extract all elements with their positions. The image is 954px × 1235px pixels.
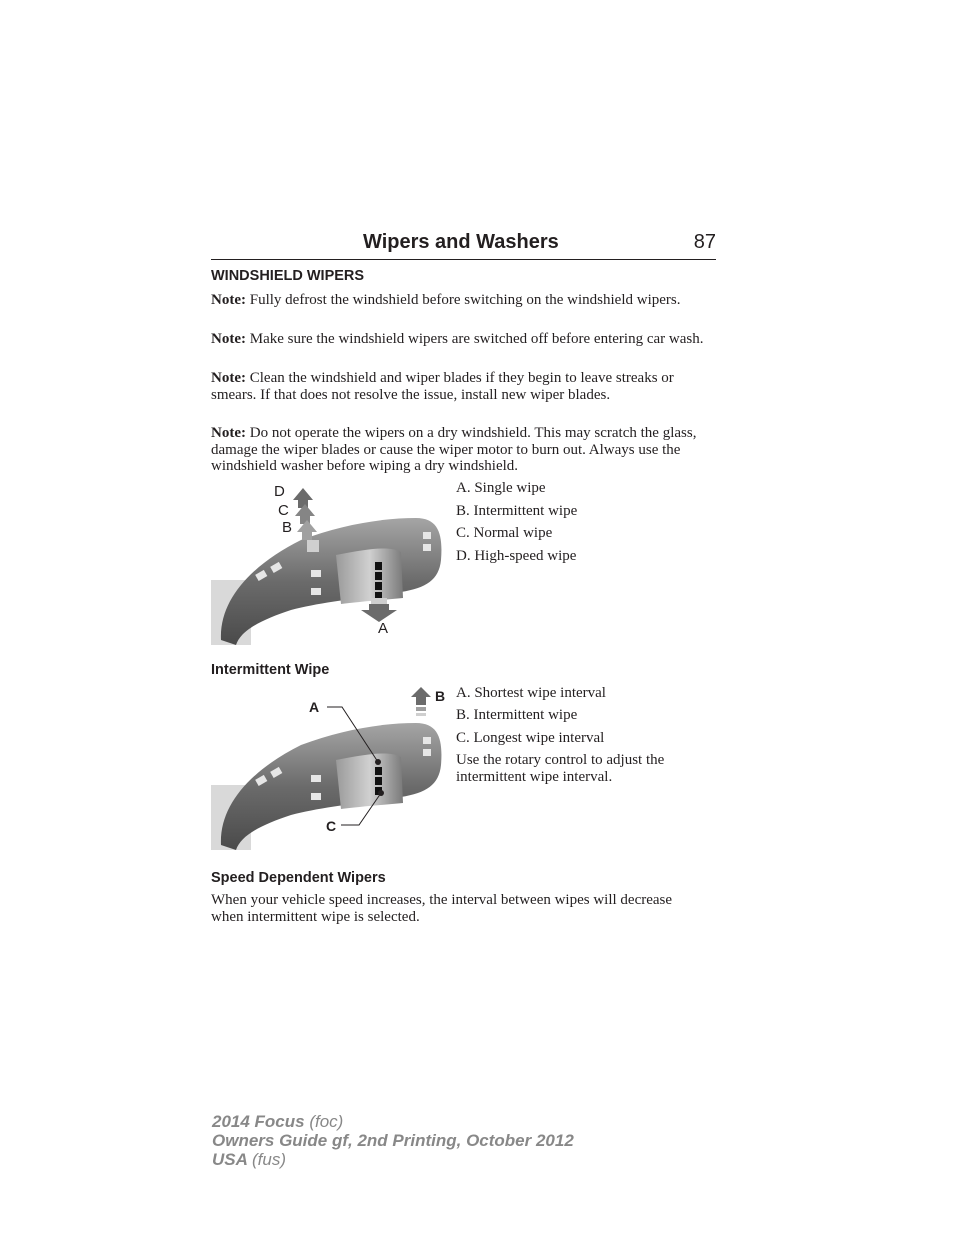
footer-model-code: (foc)	[309, 1112, 344, 1131]
legend-item: B. Intermittent wipe	[456, 503, 578, 519]
note-1	[211, 292, 721, 309]
note-4	[211, 425, 721, 475]
callout-a: A	[309, 699, 320, 715]
chapter-title: Wipers and Washers	[363, 231, 559, 253]
arrow-up-b-icon	[411, 687, 431, 705]
footer-line-1	[212, 1112, 574, 1131]
interval-mark	[375, 562, 382, 570]
arrow-tail	[416, 713, 426, 716]
note-3	[211, 370, 721, 403]
footer-region: USA	[212, 1150, 248, 1169]
intermittent-wipe-figure	[211, 685, 451, 850]
legend-item: A. Single wipe	[456, 480, 546, 496]
interval-mark	[375, 582, 382, 590]
arrow-tail	[371, 598, 387, 604]
stalk-body	[221, 518, 442, 645]
footer-line-2: Owners Guide gf, 2nd Printing, October 2012	[212, 1131, 574, 1150]
note-text: Do not operate the wipers on a dry windshield. This may scratch the glass, damage the wiper blades or cause the wiper motor to burn out. Always use the windshield washer before wiping a dry windshield.	[211, 425, 697, 474]
callout-b: B	[435, 688, 446, 704]
note-label: Note:	[211, 425, 246, 441]
note-2	[211, 331, 721, 348]
arrow-tail	[307, 540, 319, 552]
page-number: 87	[693, 231, 716, 253]
interval-mark	[375, 767, 382, 775]
speed-dependent-heading: Speed Dependent Wipers	[211, 870, 386, 886]
figure1-legend	[456, 480, 716, 570]
callout-c: C	[278, 502, 289, 519]
note-text: Clean the windshield and wiper blades if they begin to leave streaks or smears. If that does not resolve the issue, install new wiper blades.	[211, 370, 674, 403]
callout-b: B	[282, 519, 293, 536]
rotary-knob	[336, 753, 403, 809]
note-text: Fully defrost the windshield before switching on the windshield wipers.	[249, 292, 681, 308]
speed-dependent-text: When your vehicle speed increases, the interval between wipes will decrease when intermittent wipe is selected.	[211, 892, 673, 925]
note-label: Note:	[211, 370, 246, 386]
interval-mark	[375, 592, 382, 598]
page-header	[211, 229, 716, 260]
callout-c: C	[326, 818, 337, 834]
callout-a: A	[378, 620, 389, 637]
wiper-stalk-figure	[211, 480, 446, 645]
leader-dot-c	[378, 790, 384, 796]
leader-dot-a	[375, 759, 381, 765]
legend-item: C. Normal wipe	[456, 525, 553, 541]
arrow-up-d-icon	[293, 488, 313, 508]
interval-mark	[375, 777, 382, 785]
note-text: Make sure the windshield wipers are switched off before entering car wash.	[249, 331, 704, 347]
callout-d: D	[274, 483, 285, 500]
footer-region-code: (fus)	[252, 1150, 286, 1169]
legend-item: C. Longest wipe interval	[456, 730, 605, 746]
rotary-knob	[336, 548, 403, 604]
intermittent-heading: Intermittent Wipe	[211, 662, 330, 678]
note-label: Note:	[211, 331, 246, 347]
legend-item: A. Shortest wipe interval	[456, 685, 606, 701]
page-footer	[212, 1112, 574, 1169]
legend-item: B. Intermittent wipe	[456, 707, 578, 723]
arrow-tail	[416, 707, 426, 711]
intermittent-description: Use the rotary control to adjust the intermittent wipe interval.	[456, 752, 665, 785]
intermittent-legend	[456, 685, 716, 790]
note-label: Note:	[211, 292, 246, 308]
section-title: WINDSHIELD WIPERS	[211, 268, 365, 284]
footer-line-3	[212, 1150, 574, 1169]
legend-item: D. High-speed wipe	[456, 548, 577, 564]
footer-model: 2014 Focus	[212, 1112, 305, 1131]
interval-mark	[375, 572, 382, 580]
